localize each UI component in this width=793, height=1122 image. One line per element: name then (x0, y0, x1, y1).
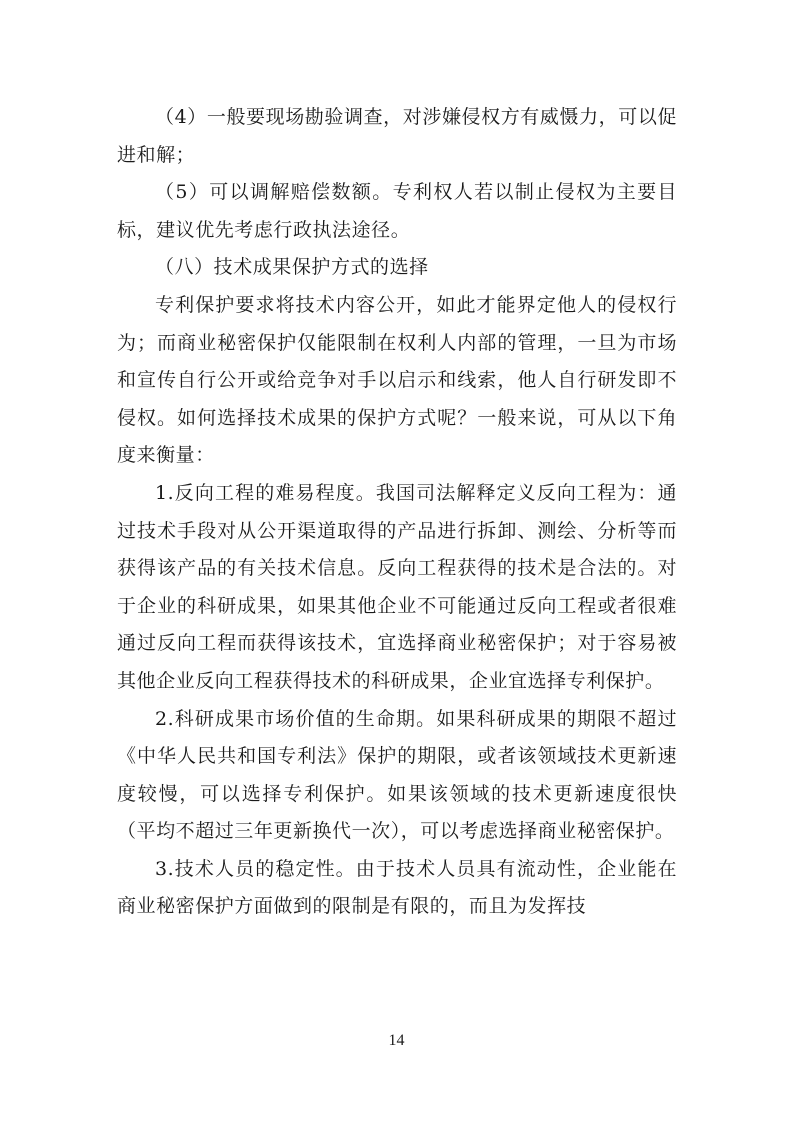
paragraph-item-4: （4）一般要现场勘验调查，对涉嫌侵权方有威慑力，可以促进和解； (117, 106, 677, 166)
paragraph-point-3: 3.技术人员的稳定性。由于技术人员具有流动性，企业能在商业秘密保护方面做到的限制是有限的，而且为发挥技 (117, 857, 677, 918)
paragraph-intro: 专利保护要求将技术内容公开，如此才能界定他人的侵权行为；而商业秘密保护仅能限制在权利人内部的管理，一旦为市场和宣传自行公开或给竞争对手以启示和线索，他人自行研发即不侵权。如何选择技术成果的保护方式呢？一般来说，可从以下角度来衡量： (117, 293, 677, 467)
page-number: 14 (388, 1032, 405, 1049)
paragraph-item-5: （5）可以调解赔偿数额。专利权人若以制止侵权为主要目标，建议优先考虑行政执法途径。 (117, 181, 677, 241)
section-heading: （八）技术成果保护方式的选择 (155, 256, 429, 279)
body-text (117, 99, 677, 926)
paragraph-point-2: 2.科研成果市场价值的生命期。如果科研成果的期限不超过《中华人民共和国专利法》保护的期限，或者该领域技术更新速度较慢，可以选择专利保护。如果该领域的技术更新速度很快（平均不超过三年更新换代一次），可以考虑选择商业秘密保护。 (117, 707, 677, 843)
paragraph-point-1: 1.反向工程的难易程度。我国司法解释定义反向工程为：通过技术手段对从公开渠道取得的产品进行拆卸、测绘、分析等而获得该产品的有关技术信息。反向工程获得的技术是合法的。对于企业的科研成果，如果其他企业不可能通过反向工程或者很难通过反向工程而获得该技术，宜选择商业秘密保护；对于容易被其他企业反向工程获得技术的科研成果，企业宜选择专利保护。 (117, 481, 677, 692)
